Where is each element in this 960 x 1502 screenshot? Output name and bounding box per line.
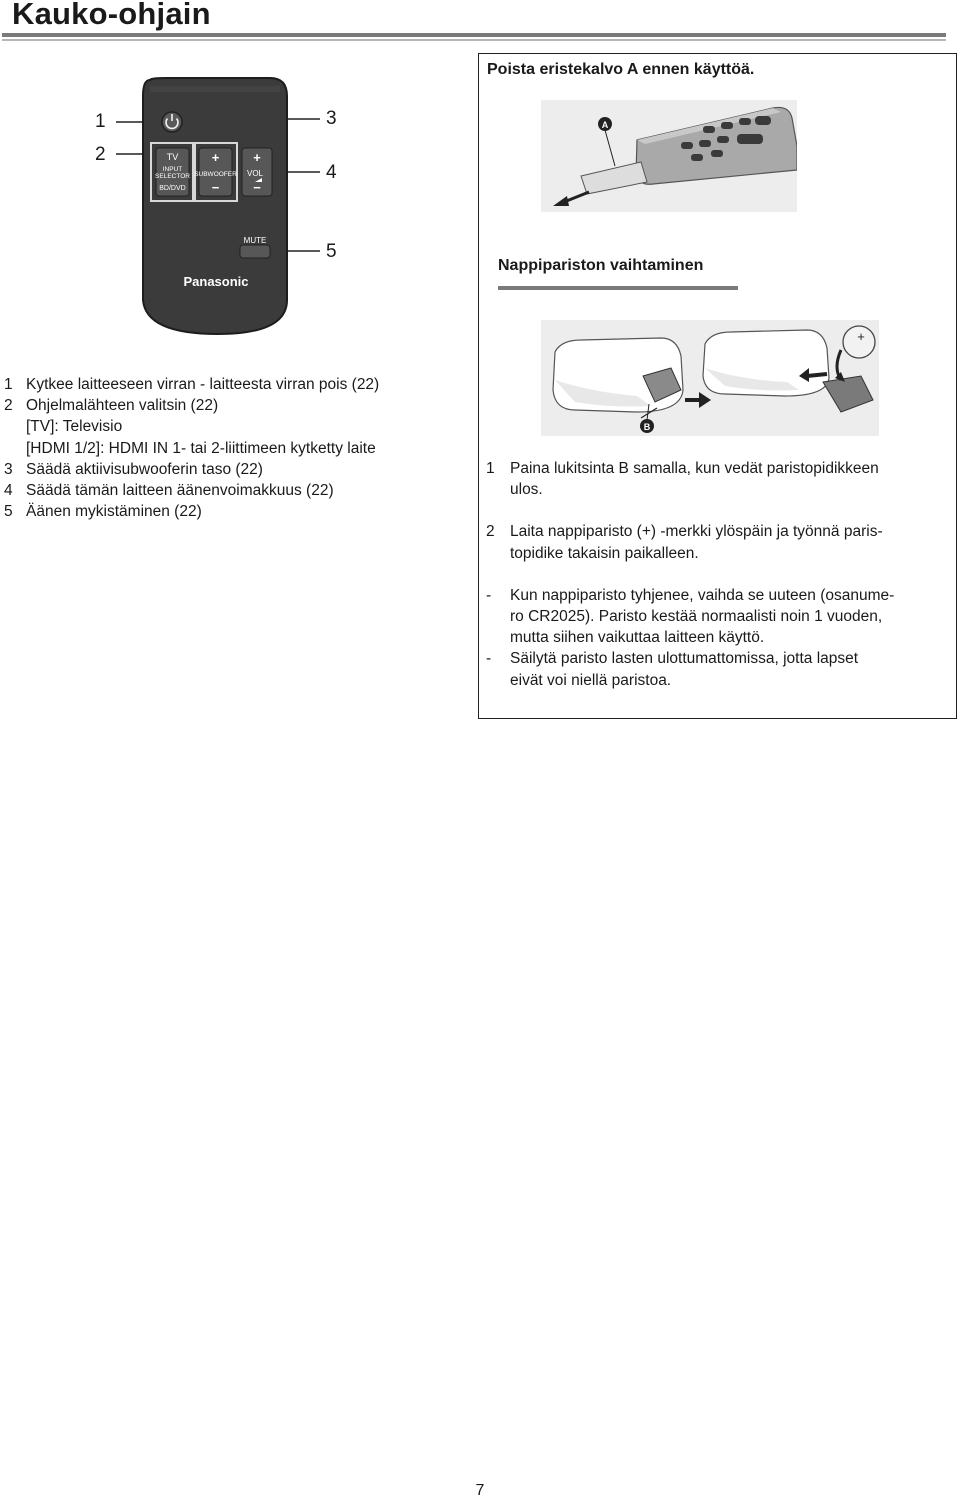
legend-row: 4 Säädä tämän laitteen äänenvoimakkuus (22): [4, 482, 334, 500]
legend-row: 1 Kytkee laitteeseen virran - laitteesta virran pois (22): [4, 376, 380, 393]
battery-info-box: [478, 53, 957, 719]
bd-dvd-label: BD/DVD: [159, 185, 186, 192]
insulation-heading: Poista eristekalvo A ennen käyttöä.: [487, 61, 755, 78]
mute-button: [240, 245, 270, 258]
callout-3: 3: [326, 108, 337, 129]
legend-row: 2 Ohjelmalähteen valitsin (22): [4, 397, 219, 415]
input-label: INPUT: [162, 166, 183, 173]
selector-label: SELECTOR: [155, 173, 190, 180]
brand-logo: Panasonic: [183, 274, 249, 289]
step-item: 2 Laita nappiparisto (+) -merkki ylöspäin ja työnnä paris- topidike takaisin paikalleen.: [486, 523, 883, 562]
remote-control-illustration: [0, 0, 480, 350]
button-legend: [4, 374, 464, 522]
remove-insulation-figure: [541, 100, 797, 212]
battery-replacement-figure: [541, 320, 879, 436]
step-item: 1 Paina lukitsinta B samalla, kun vedät paristopidikkeen ulos.: [486, 460, 879, 499]
callout-2: 2: [95, 144, 106, 165]
legend-row: [HDMI 1/2]: HDMI IN 1- tai 2-liittimeen kytketty laite: [26, 439, 376, 457]
callout-5: 5: [326, 241, 337, 262]
legend-row: 3 Säädä aktiivisubwooferin taso (22): [4, 460, 263, 478]
page-title: Kauko-ohjain: [12, 0, 211, 31]
volume-minus-icon: −: [253, 180, 261, 195]
volume-plus-icon: +: [253, 150, 261, 165]
volume-label: VOL: [246, 169, 264, 178]
label-a: A: [601, 120, 609, 130]
label-b: B: [643, 422, 651, 432]
legend-row: 5 Äänen mykistäminen (22): [4, 503, 202, 521]
battery-plus-sign: +: [857, 329, 865, 344]
battery-steps: [486, 458, 948, 691]
callout-1: 1: [95, 111, 106, 132]
subwoofer-plus-icon: +: [211, 150, 220, 165]
battery-replacement-heading: Nappipariston vaihtaminen: [498, 257, 704, 274]
power-button-icon: [162, 112, 182, 132]
note-item: - Kun nappiparisto tyhjenee, vaihda se uuteen (osanume- ro CR2025). Paristo kestää normaalisti noin 1 vuoden, mutta siihen vaikuttaa laitteen käyttö.: [486, 586, 895, 647]
callout-4: 4: [326, 162, 337, 183]
subwoofer-label: SUBWOOFER: [194, 171, 237, 178]
sub-heading-rule: [498, 286, 738, 290]
tv-label: TV: [166, 152, 179, 162]
page-number: 7: [475, 1482, 485, 1499]
subwoofer-minus-icon: −: [211, 180, 220, 195]
note-item: - Säilytä paristo lasten ulottumattomissa, jotta lapset eivät voi niellä paristoa.: [486, 650, 859, 689]
mute-label: MUTE: [243, 236, 267, 245]
legend-row: [TV]: Televisio: [26, 418, 123, 436]
